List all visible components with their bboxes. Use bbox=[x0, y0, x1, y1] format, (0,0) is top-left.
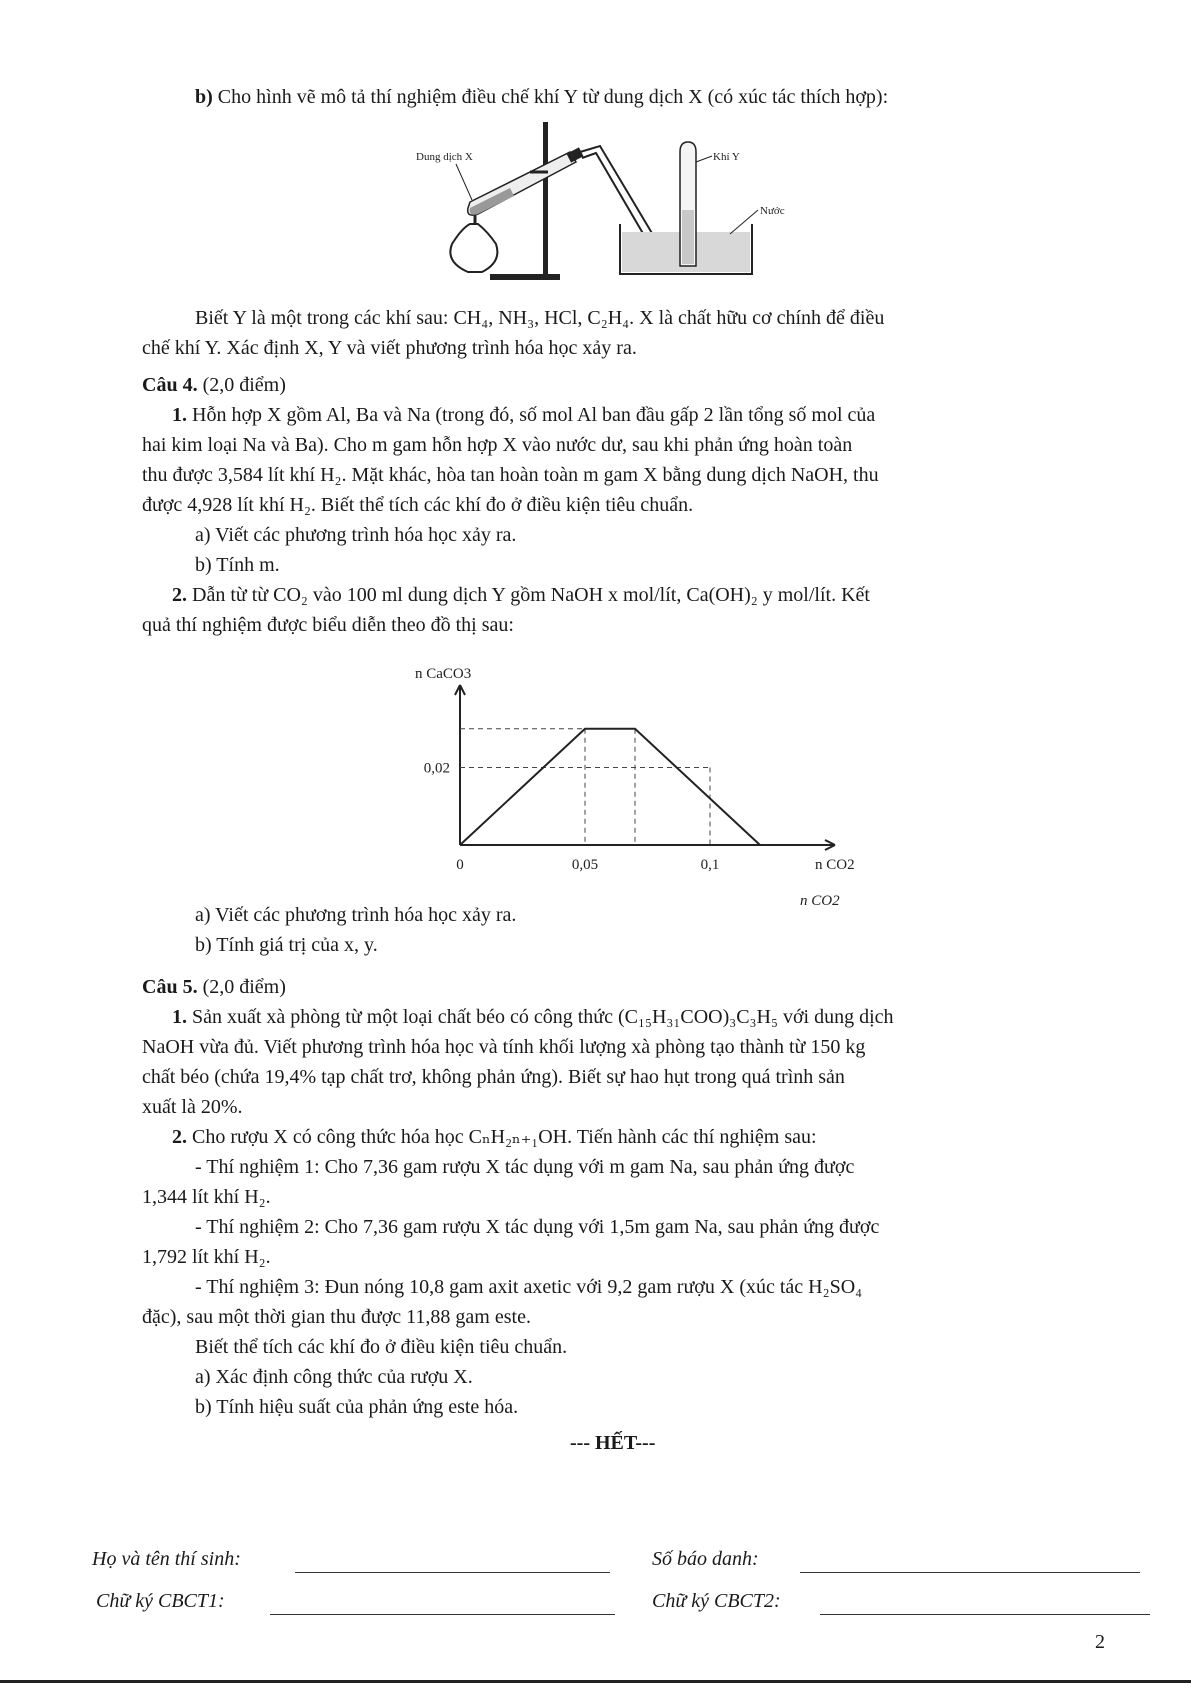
cau4-p2-line1: 2. Dẫn từ từ CO₂ vào 100 ml dung dịch Y gồm NaOH x mol/lít, Ca(OH)₂ y mol/lít. Kết bbox=[172, 584, 870, 606]
bottom-rule bbox=[0, 1680, 1191, 1683]
cau4-p1-b: b) Tính m. bbox=[195, 554, 280, 576]
cau4-p1-line1: 1. Hỗn hợp X gồm Al, Ba và Na (trong đó, số mol Al ban đầu gấp 2 lần tổng số mol của bbox=[172, 404, 876, 426]
cau4-heading: Câu 4. (2,0 điểm) bbox=[142, 374, 286, 396]
page-number: 2 bbox=[1095, 1631, 1105, 1653]
x-tick-label-1: 0,05 bbox=[571, 857, 599, 873]
cau5-tn3-line2: đặc), sau một thời gian thu được 11,88 gam este. bbox=[142, 1306, 531, 1328]
caco3-co2-chart bbox=[395, 665, 865, 925]
x-axis-label-below: n CO2 bbox=[800, 893, 840, 909]
cau5-tn2-line1: - Thí nghiệm 2: Cho 7,36 gam rượu X tác dụng với 1,5m gam Na, sau phản ứng được bbox=[195, 1216, 880, 1238]
cau5-b: b) Tính hiệu suất của phản ứng este hóa. bbox=[195, 1396, 519, 1418]
alcohol-lamp bbox=[450, 224, 497, 272]
sig2-label: Chữ ký CBCT2: bbox=[652, 1590, 781, 1612]
cau5-p2-line1: 2. Cho rượu X có công thức hóa học CₙH₂ₙ₊₁OH. Tiến hành các thí nghiệm sau: bbox=[172, 1126, 817, 1148]
stand-base bbox=[490, 274, 560, 280]
cau5-p1-line2: NaOH vừa đủ. Viết phương trình hóa học và tính khối lượng xà phòng tạo thành từ 150 kg bbox=[142, 1036, 866, 1058]
cau4-p1-line4: được 4,928 lít khí H₂. Biết thể tích các khí đo ở điều kiện tiêu chuẩn. bbox=[142, 494, 694, 516]
cau4-p2-line2: quả thí nghiệm được biểu diễn theo đồ thị sau: bbox=[142, 614, 514, 636]
apparatus-figure bbox=[416, 122, 860, 294]
cau5-p1-line1: 1. Sản xuất xà phòng từ một loại chất béo có công thức (C₁₅H₃₁COO)₃C₃H₅ với dung dịch bbox=[172, 1006, 894, 1028]
sbd-label: Số báo danh: bbox=[652, 1548, 759, 1570]
x-tick-label-2: 0,1 bbox=[700, 857, 720, 873]
cau5-a: a) Xác định công thức của rượu X. bbox=[195, 1366, 473, 1388]
stand-rod bbox=[543, 122, 548, 280]
cau5-heading: Câu 5. (2,0 điểm) bbox=[142, 976, 286, 998]
cau5-tn3-line1: - Thí nghiệm 3: Đun nóng 10,8 gam axit axetic với 9,2 gam rượu X (xúc tác H₂SO₄ bbox=[195, 1276, 863, 1298]
label-gas: Khí Y bbox=[713, 151, 740, 163]
label-water: Nước bbox=[760, 205, 785, 217]
cau5-note: Biết thể tích các khí đo ở điều kiện tiêu chuẩn. bbox=[195, 1336, 568, 1358]
cau5-tn2-line2: 1,792 lít khí H₂. bbox=[142, 1246, 271, 1268]
x-tick-label-0: 0 bbox=[456, 857, 464, 873]
section-b-intro: b) Cho hình vẽ mô tả thí nghiệm điều chế khí Y từ dung dịch X (có xúc tác thích hợp): bbox=[195, 86, 889, 108]
y-tick-label: 0,02 bbox=[423, 760, 450, 777]
x-axis-label: n CO2 bbox=[815, 857, 855, 873]
cau5-p1-line3: chất béo (chứa 19,4% tạp chất trơ, không phản ứng). Biết sự hao hụt trong quá trình sản bbox=[142, 1066, 845, 1088]
sbd-line bbox=[800, 1572, 1140, 1573]
sig1-label: Chữ ký CBCT1: bbox=[96, 1590, 225, 1612]
series-line bbox=[460, 729, 760, 845]
cau4-p2-a: a) Viết các phương trình hóa học xảy ra. bbox=[195, 904, 517, 926]
cau5-p1-line4: xuất là 20%. bbox=[142, 1096, 243, 1118]
y-axis-label: n CaCO3 bbox=[415, 666, 472, 682]
sig2-line bbox=[820, 1614, 1150, 1615]
candidate-name-line bbox=[295, 1572, 610, 1573]
cau4-p2-b: b) Tính giá trị của x, y. bbox=[195, 934, 378, 956]
section-b-line1: Biết Y là một trong các khí sau: CH₄, NH₃, HCl, C₂H₄. X là chất hữu cơ chính để điều bbox=[195, 307, 885, 329]
candidate-name-label: Họ và tên thí sinh: bbox=[92, 1548, 241, 1570]
test-tube bbox=[468, 147, 584, 215]
end-mark: --- HẾT--- bbox=[570, 1432, 656, 1454]
cau4-p1-line2: hai kim loại Na và Ba). Cho m gam hỗn hợp X vào nước dư, sau khi phản ứng hoàn toàn bbox=[142, 434, 853, 456]
sig1-line bbox=[270, 1614, 615, 1615]
label-solution: Dung dịch X bbox=[416, 151, 473, 163]
section-b-line2: chế khí Y. Xác định X, Y và viết phương trình hóa học xảy ra. bbox=[142, 337, 637, 359]
cau4-p1-a: a) Viết các phương trình hóa học xảy ra. bbox=[195, 524, 517, 546]
cau5-tn1-line2: 1,344 lít khí H₂. bbox=[142, 1186, 271, 1208]
cau5-tn1-line1: - Thí nghiệm 1: Cho 7,36 gam rượu X tác dụng với m gam Na, sau phản ứng được bbox=[195, 1156, 855, 1178]
cau4-p1-line3: thu được 3,584 lít khí H₂. Mặt khác, hòa tan hoàn toàn m gam X bằng dung dịch NaOH, thu bbox=[142, 464, 879, 486]
